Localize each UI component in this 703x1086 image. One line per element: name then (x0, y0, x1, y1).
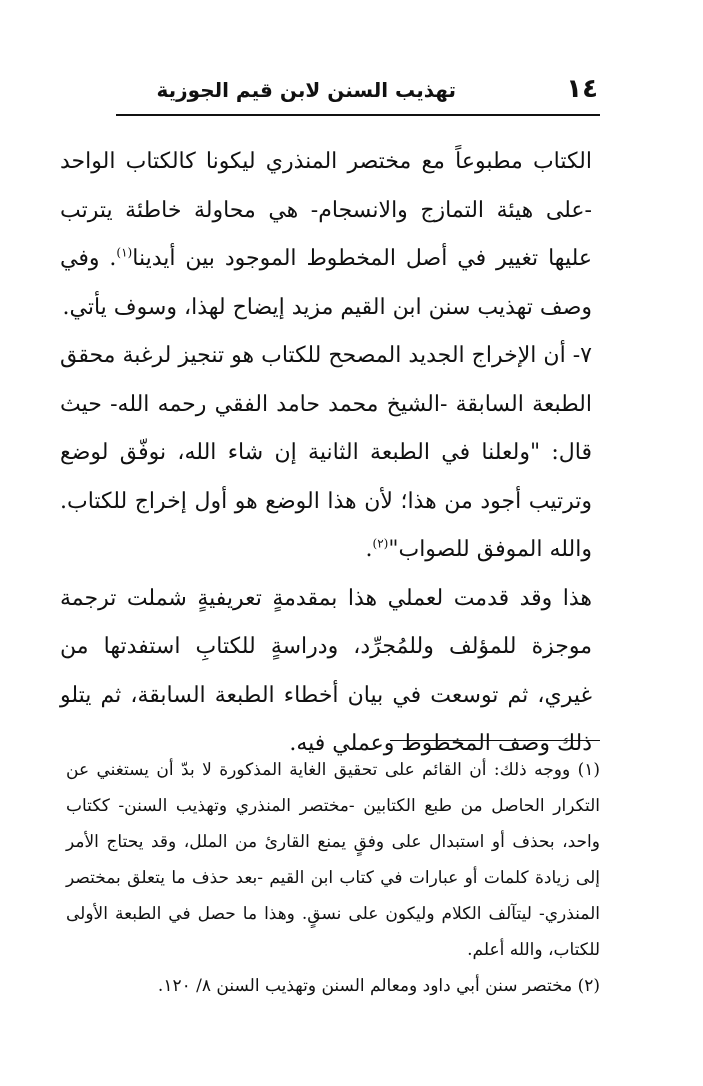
page-header (118, 72, 598, 110)
main-text (60, 138, 592, 769)
text-line: الكتاب مطبوعاً مع مختصر المنذري ليكونا كالكتاب الواحد (60, 149, 592, 174)
text-line: . (365, 537, 373, 562)
text-line: موجزة للمؤلف وللمُجرِّد، ودراسةٍ للكتابِ استفدتها من غيري، ثم (60, 634, 592, 708)
paragraph-2 (60, 332, 592, 575)
footnote-line: والله أعلم. (467, 940, 543, 960)
text-line: توسعت في بيان أخطاء الطبعة السابقة، ثم يتلو ذلك وصف المخطوط (60, 682, 592, 756)
text-line: لوضع وترتيب أجود من هذا؛ لأن هذا الوضع هو أول (60, 440, 593, 514)
text-line: إخراج للكتاب. والله الموفق للصواب" (60, 488, 592, 562)
footnote-line: ليتآلف الكلام وليكون على نسقٍ. وهذا ما حصل في الطبعة الأولى للكتاب، (66, 904, 600, 960)
text-line: محقق الطبعة السابقة -الشيخ محمد حامد الفقي رحمه الله- (60, 343, 592, 417)
text-line: عليها تغيير في أصل المخطوط الموجود بين أيدينا (132, 246, 592, 271)
text-line: هذا وقد قدمت لعملي هذا بمقدمةٍ تعريفيةٍ شملت ترجمة (60, 585, 592, 611)
header-rule (116, 114, 600, 116)
text-line: وعملي فيه. (289, 731, 395, 756)
footnotes (66, 752, 600, 1004)
footnote-line: (١) ووجه ذلك: أن القائم على تحقيق الغاية المذكورة لا بدّ أن يستغني عن التكرار (66, 760, 600, 816)
running-title: تهذيب السنن لابن قيم الجوزية (156, 78, 456, 102)
footnote-line: (٢) مختصر سنن أبي داود ومعالم السنن وتهذيب السنن ٨/ ١٢٠. (157, 976, 600, 996)
text-line: -على هيئة التمازج والانسجام- هي محاولة خاطئة يترتب (60, 197, 592, 223)
footnote-ref-2: (٢) (372, 536, 389, 551)
footnote-line: كلمات أو عبارات في كتاب ابن القيم -بعد حذف ما يتعلق بمختصر المنذري- (66, 868, 601, 924)
text-line: ٧- أن الإخراج الجديد المصحح للكتاب هو تنجيز لرغبة (122, 343, 592, 368)
footnote-line: الحاصل من طبع الكتابين -مختصر المنذري وتهذيب السنن- ككتاب واحد، (66, 796, 600, 852)
page-number: ١٤ (566, 74, 598, 104)
text-line: حيث قال: "ولعلنا في الطبعة الثانية إن شاء الله، نوفّق (60, 391, 592, 465)
footnote-2 (66, 968, 600, 1004)
footnote-line: بحذف أو استبدال على وفقٍ يمنع القارئ من الملل، وقد يحتاج الأمر إلى زيادة (66, 832, 600, 888)
text-line: تهذيب سنن ابن القيم مزيد إيضاح لهذا، وسوف يأتي. (62, 294, 533, 320)
footnote-1 (66, 752, 600, 968)
footnote-ref-1: (١) (116, 245, 133, 260)
paragraph-1 (60, 138, 592, 332)
text-line: . وفي وصف (60, 246, 592, 320)
footnote-separator (390, 740, 600, 741)
